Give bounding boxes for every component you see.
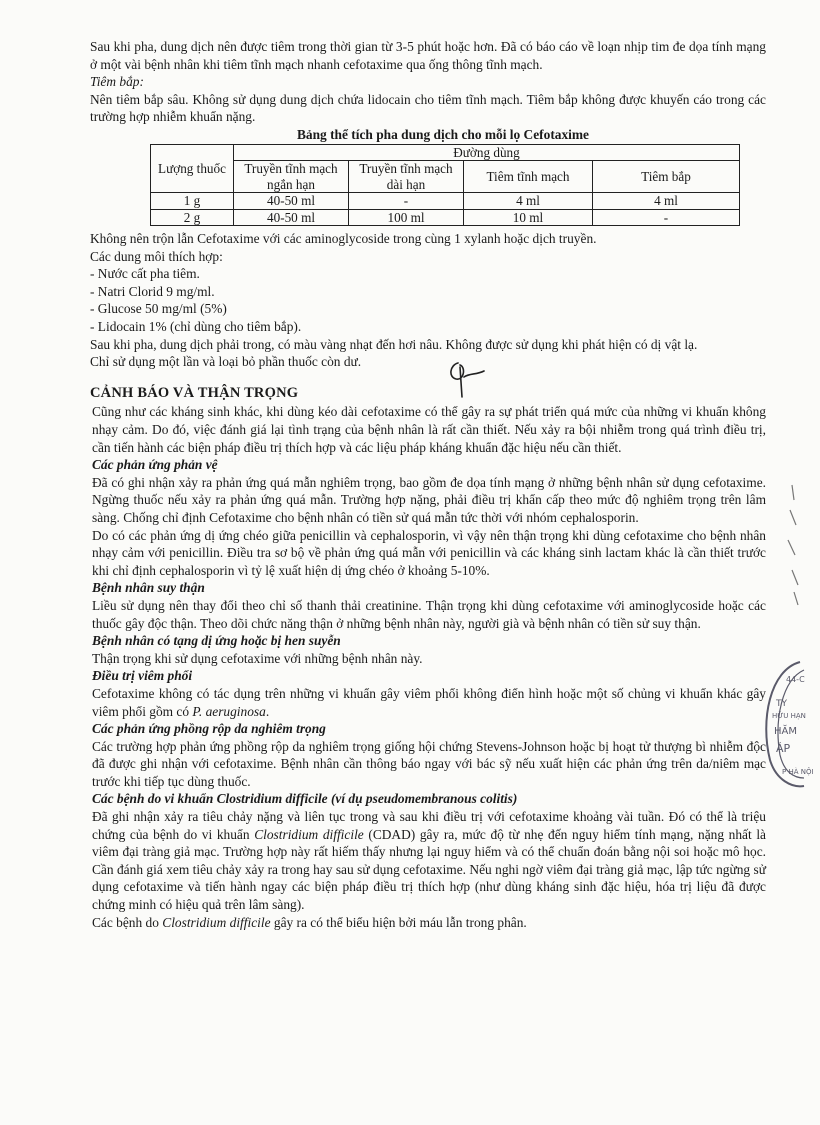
- header-dose: Lượng thuốc: [151, 144, 234, 193]
- paragraph-renal: Liều sử dụng nên thay đổi theo chỉ số thanh thải creatinine. Thận trọng khi dùng cefotaxime với aminoglycoside hoặc các thuốc gây độc thận. Theo dõi chức năng thận ở những bệnh nhân này, người già và bệnh nhân có tiền sử suy thận.: [92, 597, 766, 631]
- table-cell: 1 g: [151, 193, 234, 210]
- stamp-text: ÁP: [776, 742, 791, 755]
- text-run: gây ra có thể biểu hiện bởi máu lẫn trong phân.: [270, 914, 527, 930]
- section-heading-warnings: CẢNH BÁO VÀ THẬN TRỌNG: [90, 384, 299, 401]
- paragraph-anaphylaxis-1: Đã có ghi nhận xảy ra phản ứng quá mẫn nghiêm trọng, bao gồm đe dọa tính mạng ở những bệnh nhân sử dụng cefotaxime. Ngừng thuốc nếu xảy ra phản ứng quá mẫn. Trường hợp nặng, phải điều trị khẩn cấp theo mức độ nghiêm trọng trên lâm sàng. Chống chỉ định Cefotaxime cho bệnh nhân có tiền sử quá mẫn tức thời với nhóm cephalosporin.: [92, 474, 766, 525]
- table-cell: 4 ml: [593, 193, 740, 210]
- table-cell: 40-50 ml: [234, 193, 349, 210]
- table-row: [151, 193, 740, 210]
- stamp-text: HĂM: [774, 726, 797, 737]
- subheader-iv-short: Truyền tĩnh mạch ngắn hạn: [234, 161, 349, 193]
- list-item: - Nước cất pha tiêm.: [90, 266, 200, 282]
- paragraph-pneumonia: [92, 685, 766, 720]
- stamp-ring: [760, 660, 820, 790]
- paragraph-single-use: Chỉ sử dụng một lần và loại bỏ phần thuốc còn dư.: [90, 354, 362, 370]
- species-name: P. aeruginosa: [192, 703, 266, 719]
- header-route: Đường dùng: [234, 144, 740, 161]
- company-stamp: [760, 660, 820, 790]
- subheading-pneumonia: Điều trị viêm phổi: [92, 668, 193, 684]
- table-title: Bảng thể tích pha dung dịch cho mỗi lọ Cefotaxime: [296, 126, 589, 142]
- text-run: Đã ghi nhận xảy ra tiêu chảy nặng và liên tục trong và sau khi điều trị với cefotaxime khoảng vài tuần. Đó có thể là triệu chứng của bệnh do vi khuẩn: [92, 809, 766, 842]
- text-run: (CDAD) gây ra, mức độ từ nhẹ đến nguy hiểm tính mạng, nặng nhất là viêm đại tràng giả mạc. Trường hợp này rất hiếm thấy nhưng lại nguy hiểm và có thể chuẩn đoán bằng nội soi hoặc mô học. Cần đánh giá xem tiêu chảy xảy ra trong hay sau sử dụng cefotaxime. Nếu nghi ngờ viêm đại tràng giả mạc, lập tức ngừng sử dụng cefotaxime và tiến hành ngay các biện pháp điều trị thích hợp (như dùng kháng sinh đặc hiệu, hóa trị liệu đã được chứng minh có hiệu quả trên lâm sàng).: [92, 826, 766, 913]
- table-cell: 40-50 ml: [234, 209, 349, 226]
- scan-edge-mark: [770, 480, 800, 610]
- text-run: Các bệnh do: [92, 914, 163, 930]
- subheading-asthma: Bệnh nhân có tạng dị ứng hoặc bị hen suyễn: [92, 633, 341, 649]
- table-cell: 2 g: [151, 209, 234, 226]
- subheading-renal: Bệnh nhân suy thận: [92, 580, 205, 596]
- heading-intramuscular: Tiêm bắp:: [90, 74, 144, 90]
- table-row: [151, 209, 740, 226]
- solvents-heading: Các dung môi thích hợp:: [90, 248, 223, 264]
- text-run: Cefotaxime không có tác dụng trên những vi khuẩn gây viêm phổi không điển hình hoặc một số chủng vi khuẩn khác gây viêm phổi gồm có: [92, 685, 766, 719]
- subheading-cdiff: Các bệnh do vi khuẩn Clostridium difficile (ví dụ pseudomembranous colitis): [92, 791, 518, 807]
- table-cell: 10 ml: [464, 209, 593, 226]
- list-item: - Natri Clorid 9 mg/ml.: [90, 283, 215, 299]
- paragraph-no-mixing: Không nên trộn lẫn Cefotaxime với các aminoglycoside trong cùng 1 xylanh hoặc dịch truyền.: [90, 231, 597, 247]
- paragraph-intramuscular: Nên tiêm bắp sâu. Không sử dụng dung dịch chứa lidocain cho tiêm tĩnh mạch. Tiêm bắp không được khuyến cáo trong các trường hợp nhiễm khuẩn nặng.: [90, 91, 766, 125]
- paragraph-bullous: Các trường hợp phản ứng phồng rộp da nghiêm trọng giống hội chứng Stevens-Johnson hoặc bị hoạt tử thượng bì nhiễm độc đã được ghi nhận với cefotaxime. Bệnh nhân cần thông báo ngay với bác sỹ nếu xuất hiện các phản ứng trên da/niêm mạc trước khi tiếp tục dùng thuốc.: [92, 738, 766, 789]
- list-item: - Lidocain 1% (chỉ dùng cho tiêm bắp).: [90, 319, 302, 335]
- table-subheader-row: [151, 161, 740, 193]
- stamp-text: HỮU HẠN: [772, 712, 806, 720]
- species-name: Clostridium difficile: [162, 914, 271, 930]
- paragraph-injection-time: Sau khi pha, dung dịch nên được tiêm trong thời gian từ 3-5 phút hoặc hơn. Đã có báo cáo về loạn nhịp tim đe dọa tính mạng ở một vài bệnh nhân khi tiêm tĩnh mạch nhanh cefotaxime qua ống thông tĩnh mạch.: [90, 39, 766, 72]
- species-name: Clostridium difficile: [254, 826, 364, 842]
- table-cell: -: [593, 209, 740, 226]
- subheading-bullous: Các phản ứng phồng rộp da nghiêm trọng: [92, 721, 326, 737]
- dilution-table: [150, 144, 740, 227]
- signature-mark: [440, 355, 490, 400]
- subheader-im: Tiêm bắp: [593, 161, 740, 193]
- table-header-row: [151, 144, 740, 161]
- warnings-section: [90, 403, 766, 931]
- table-cell: -: [349, 193, 464, 210]
- paragraph-anaphylaxis-2: Do có các phản ứng dị ứng chéo giữa penicillin và cephalosporin, vì vậy nên thận trọng khi dùng cefotaxime cho bệnh nhân nhạy cảm với penicillin. Điều tra sơ bộ về phản ứng quá mẫn với penicillin và các kháng sinh lactam khác là cần thiết trước khi chỉ định cephalosporin vì tỷ lệ xuất hiện dị ứng chéo ở khoảng 5-10%.: [92, 527, 766, 578]
- text-run: .: [265, 703, 270, 719]
- table-cell: 100 ml: [349, 209, 464, 226]
- document-page: [90, 38, 766, 931]
- paragraph-cdiff-2: [92, 914, 766, 932]
- table-cell: 4 ml: [464, 193, 593, 210]
- list-item: - Glucose 50 mg/ml (5%): [90, 301, 227, 317]
- paragraph-superinfection: Cũng như các kháng sinh khác, khi dùng kéo dài cefotaxime có thể gây ra sự phát triển quá mức của những vi khuẩn không nhạy cảm. Do đó, việc đánh giá lại tình trạng của bệnh nhân là rất cần thiết. Nếu xảy ra bội nhiễm trong quá trình điều trị, cần tiến hành các biện pháp điều trị thích hợp và các liệu pháp kháng khuẩn đặc hiệu nếu cần thiết.: [92, 404, 766, 455]
- paragraph-cdiff-1: [92, 808, 766, 914]
- subheader-iv-long: Truyền tĩnh mạch dài hạn: [349, 161, 464, 193]
- paragraph-asthma: Thận trọng khi sử dụng cefotaxime với những bệnh nhân này.: [92, 650, 423, 666]
- stamp-text: 44-C: [786, 675, 805, 684]
- subheader-iv-injection: Tiêm tĩnh mạch: [464, 161, 593, 193]
- paragraph-solution-appearance: Sau khi pha, dung dịch phải trong, có màu vàng nhạt đến hơi nâu. Không được sử dụng khi phát hiện có dị vật lạ.: [90, 336, 698, 352]
- stamp-text: TY: [776, 699, 787, 709]
- stamp-text: P HÀ NỘI: [782, 768, 814, 776]
- subheading-anaphylaxis: Các phản ứng phản vệ: [92, 457, 218, 473]
